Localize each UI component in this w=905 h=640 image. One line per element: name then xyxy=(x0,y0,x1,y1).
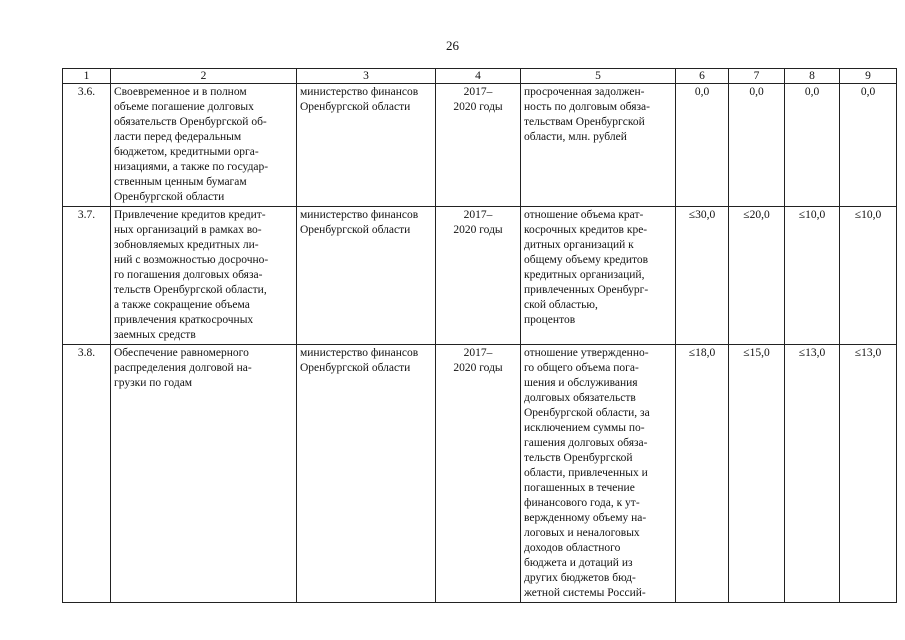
period-text: 2017– 2020 годы xyxy=(436,84,521,207)
column-header: 7 xyxy=(729,69,785,84)
table-header-row xyxy=(63,69,897,84)
value-2019: ≤13,0 xyxy=(785,345,840,603)
page-number: 26 xyxy=(446,38,459,53)
table-row xyxy=(63,207,897,345)
column-header: 9 xyxy=(840,69,897,84)
table-row xyxy=(63,84,897,207)
column-header: 6 xyxy=(676,69,729,84)
value-2018: ≤15,0 xyxy=(729,345,785,603)
value-2019: ≤10,0 xyxy=(785,207,840,345)
value-2018: ≤20,0 xyxy=(729,207,785,345)
table-row xyxy=(63,345,897,603)
value-2017: ≤18,0 xyxy=(676,345,729,603)
column-header: 3 xyxy=(297,69,436,84)
indicator-text: отношение утвержденно- го общего объема пога- шения и обслуживания долговых обязательств Оренбургской области, за исключением суммы по- гашения долговых обяза- тельств Оренбургской области, привлеченных и погашенных в течение финансового года, к ут- вержденному объему на- логовых и неналоговых доходов областного бюджета и дотаций из других бюджетов бюд- жетной системы Россий- xyxy=(521,345,676,603)
column-header: 2 xyxy=(111,69,297,84)
row-number: 3.7. xyxy=(63,207,111,345)
value-2019: 0,0 xyxy=(785,84,840,207)
column-header: 8 xyxy=(785,69,840,84)
value-2018: 0,0 xyxy=(729,84,785,207)
executor-text: министерство финансов Оренбургской области xyxy=(297,345,436,603)
executor-text: министерство финансов Оренбургской области xyxy=(297,84,436,207)
value-2017: 0,0 xyxy=(676,84,729,207)
row-number: 3.8. xyxy=(63,345,111,603)
value-2020: 0,0 xyxy=(840,84,897,207)
measure-text: Привлечение кредитов кредит- ных организаций в рамках во- зобновляемых кредитных ли- ний с возможностью досрочно- го погашения долговых обяза- тельств Оренбургской области, а также сокращение объема привлечения краткосрочных заемных средств xyxy=(111,207,297,345)
value-2020: ≤10,0 xyxy=(840,207,897,345)
measures-table xyxy=(62,68,897,603)
indicator-text: просроченная задолжен- ность по долговым обяза- тельствам Оренбургской области, млн. рублей xyxy=(521,84,676,207)
value-2020: ≤13,0 xyxy=(840,345,897,603)
column-header: 1 xyxy=(63,69,111,84)
row-number: 3.6. xyxy=(63,84,111,207)
period-text: 2017– 2020 годы xyxy=(436,345,521,603)
executor-text: министерство финансов Оренбургской области xyxy=(297,207,436,345)
indicator-text: отношение объема крат- косрочных кредитов кре- дитных организаций к общему объему кредитов кредитных организаций, привлеченных Оренбург- ской областью, процентов xyxy=(521,207,676,345)
period-text: 2017– 2020 годы xyxy=(436,207,521,345)
value-2017: ≤30,0 xyxy=(676,207,729,345)
measure-text: Обеспечение равномерного распределения долговой на- грузки по годам xyxy=(111,345,297,603)
column-header: 4 xyxy=(436,69,521,84)
column-header: 5 xyxy=(521,69,676,84)
measure-text: Своевременное и в полном объеме погашение долговых обязательств Оренбургской об- ласти перед федеральным бюджетом, кредитными орга- низациями, а также по государ- ственным ценным бумагам Оренбургской области xyxy=(111,84,297,207)
